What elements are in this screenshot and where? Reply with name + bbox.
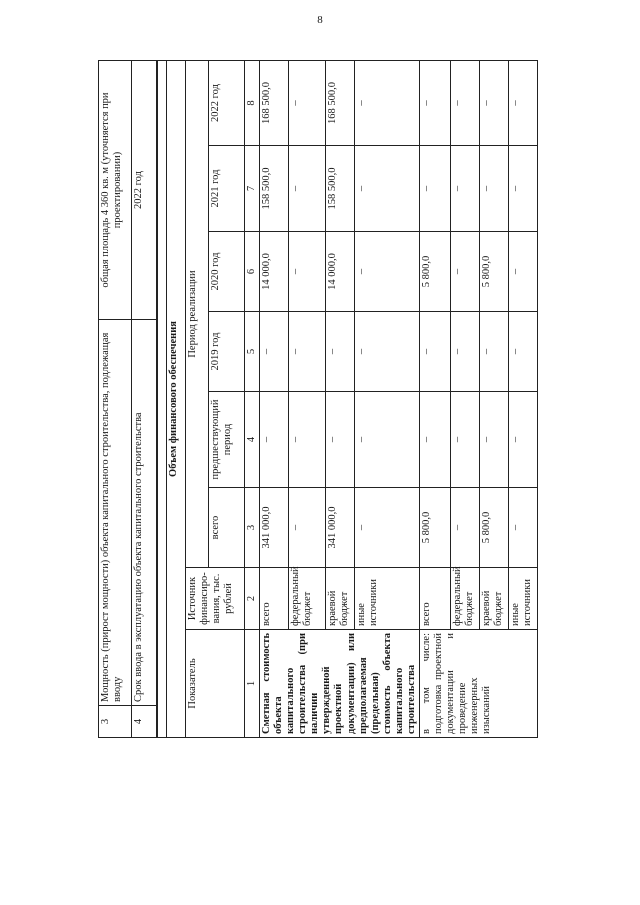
source-cell: всего xyxy=(419,568,450,630)
value-cell: – xyxy=(288,61,325,146)
row-number: 4 xyxy=(132,706,157,738)
source-cell: краевой бюджет xyxy=(479,568,508,630)
source-cell: федеральный бюджет xyxy=(288,568,325,630)
info-row-4 xyxy=(132,61,157,738)
value-cell: – xyxy=(288,232,325,312)
col-number: 4 xyxy=(245,392,260,488)
row-number: 3 xyxy=(99,706,132,738)
rotated-page xyxy=(98,60,533,738)
value-cell: 168 500,0 xyxy=(325,61,354,146)
value-cell: – xyxy=(288,392,325,488)
info-row-3 xyxy=(99,61,132,738)
value-cell: – xyxy=(479,61,508,146)
value-cell: – xyxy=(354,61,419,146)
row-label: Срок ввода в эксплуатацию объекта капитального строительства xyxy=(132,320,157,706)
column-numbers-row xyxy=(245,61,260,738)
value-cell: – xyxy=(354,146,419,232)
value-cell: 14 000,0 xyxy=(325,232,354,312)
value-cell: – xyxy=(508,312,537,392)
header-2022: 2022 год xyxy=(209,61,245,146)
col-number: 5 xyxy=(245,312,260,392)
value-cell: – xyxy=(450,312,479,392)
value-cell: – xyxy=(419,392,450,488)
header-previous: предшествующий период xyxy=(209,392,245,488)
value-cell: 5 800,0 xyxy=(479,488,508,568)
page-number: 8 xyxy=(317,14,323,26)
table-row xyxy=(419,61,450,738)
section-title: Объем финансового обеспечения xyxy=(167,61,186,738)
value-cell: 168 500,0 xyxy=(260,61,289,146)
header-2021: 2021 год xyxy=(209,146,245,232)
value-cell: 14 000,0 xyxy=(260,232,289,312)
finance-table xyxy=(157,60,538,738)
header-source: Источник финансиро-вания, тыс. рублей xyxy=(186,568,245,630)
value-cell: – xyxy=(450,232,479,312)
value-cell: – xyxy=(419,146,450,232)
value-cell: – xyxy=(260,392,289,488)
header-indicator: Показатель xyxy=(186,630,245,738)
value-cell: 5 800,0 xyxy=(419,488,450,568)
header-2019: 2019 год xyxy=(209,312,245,392)
value-cell: – xyxy=(508,61,537,146)
col-number: 8 xyxy=(245,61,260,146)
value-cell: – xyxy=(288,488,325,568)
value-cell: 341 000,0 xyxy=(260,488,289,568)
value-cell: – xyxy=(450,146,479,232)
header-total: всего xyxy=(209,488,245,568)
value-cell: – xyxy=(354,232,419,312)
col-number: 6 xyxy=(245,232,260,312)
table-row xyxy=(260,61,289,738)
header-period: Период реализации xyxy=(186,61,209,568)
col-number: 7 xyxy=(245,146,260,232)
value-cell: 5 800,0 xyxy=(419,232,450,312)
value-cell: 341 000,0 xyxy=(325,488,354,568)
value-cell: – xyxy=(419,312,450,392)
value-cell: – xyxy=(325,312,354,392)
value-cell: – xyxy=(479,392,508,488)
value-cell: – xyxy=(354,312,419,392)
value-cell: – xyxy=(288,146,325,232)
value-cell: – xyxy=(508,232,537,312)
source-cell: всего xyxy=(260,568,289,630)
value-cell: – xyxy=(450,61,479,146)
value-cell: – xyxy=(288,312,325,392)
object-info-table xyxy=(98,60,157,738)
value-cell: 158 500,0 xyxy=(260,146,289,232)
value-cell: – xyxy=(450,392,479,488)
indicator-cost: Сметная стоимость объекта капитального строительства (при наличии утвержденной проектной документации) или предполагаемая (предельная) стоимость объекта капитального строительства xyxy=(260,630,420,738)
col-number: 3 xyxy=(245,488,260,568)
source-cell: федеральный бюджет xyxy=(450,568,479,630)
value-cell: 158 500,0 xyxy=(325,146,354,232)
col-number: 1 xyxy=(245,630,260,738)
value-cell: – xyxy=(450,488,479,568)
value-cell: – xyxy=(508,392,537,488)
source-cell: краевой бюджет xyxy=(325,568,354,630)
value-cell: 5 800,0 xyxy=(479,232,508,312)
value-cell: – xyxy=(354,488,419,568)
row-value: общая площадь 4 360 кв. м (уточняется при проектировании) xyxy=(99,61,132,320)
source-cell: иные источники xyxy=(354,568,419,630)
value-cell: – xyxy=(479,146,508,232)
value-cell: – xyxy=(325,392,354,488)
indicator-design: в том числе: подготовка проектной документации и проведение инженерных изысканий xyxy=(419,630,537,738)
header-2020: 2020 год xyxy=(209,232,245,312)
value-cell: – xyxy=(479,312,508,392)
source-cell: иные источники xyxy=(508,568,537,630)
value-cell: – xyxy=(508,146,537,232)
value-cell: – xyxy=(508,488,537,568)
value-cell: – xyxy=(419,61,450,146)
col-number: 2 xyxy=(245,568,260,630)
row-value: 2022 год xyxy=(132,61,157,320)
row-label: Мощность (прирост мощности) объекта капитального строительства, подлежащая вводу xyxy=(99,320,132,706)
value-cell: – xyxy=(354,392,419,488)
value-cell: – xyxy=(260,312,289,392)
